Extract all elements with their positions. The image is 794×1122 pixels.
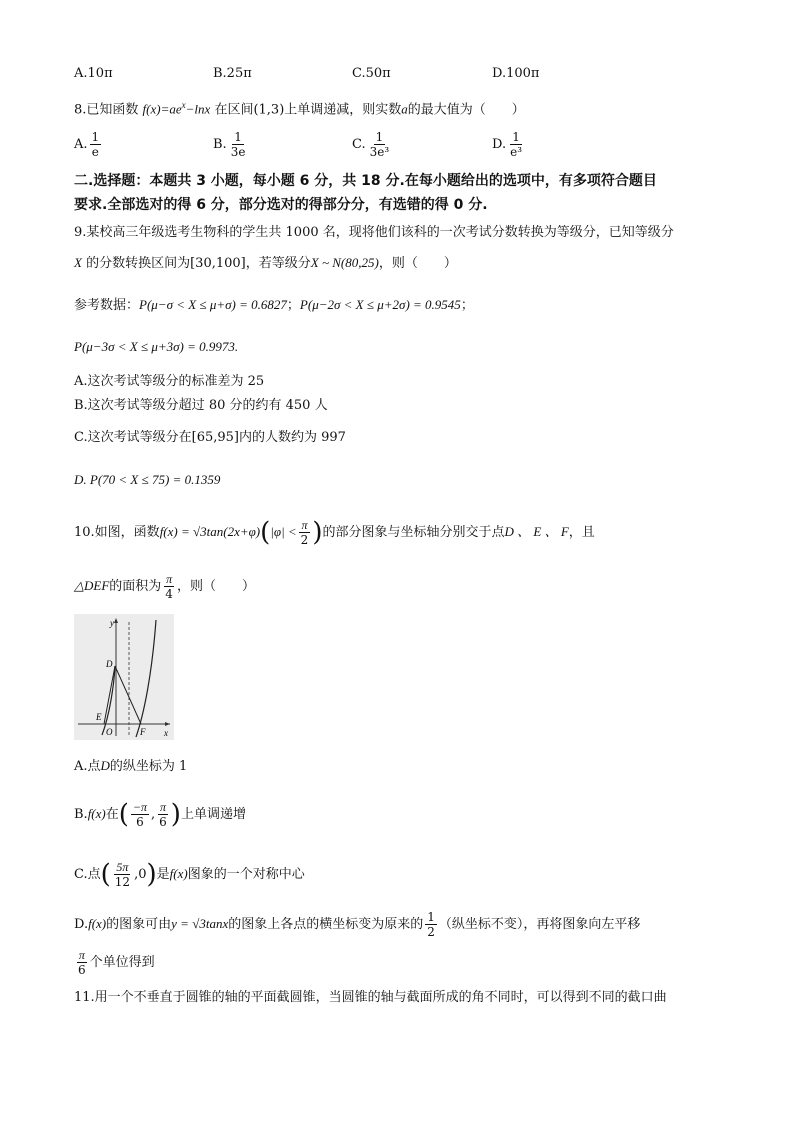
label-d: D: [106, 659, 113, 669]
fraction-denominator: 6: [136, 815, 144, 829]
q8-option-c: [352, 130, 393, 159]
segment-df: [115, 666, 141, 724]
q9-text2: ，若等级分: [245, 256, 311, 271]
q8-variable: a: [401, 101, 408, 117]
q9-option-d: D. P(70 < X ≤ 75) = 0.1359: [74, 472, 221, 487]
q10-points: D 、 E 、 F: [504, 524, 569, 539]
q11-stem-line1: 11.用一个不垂直于圆锥的轴的平面截圆锥，当圆锥的轴与截面所成的角不同时，可以得到不同的截口曲: [74, 990, 667, 1005]
q10-option-b-text2: 上单调递增: [180, 807, 246, 822]
q10-option-d-text2: 的图象上各点的横坐标变为原来的: [228, 917, 424, 932]
fraction-numerator: π: [301, 518, 308, 532]
q8-exponent: x: [181, 100, 186, 110]
q8-option-b: [213, 130, 249, 159]
q9-option-b: B.这次考试等级分超过 80 分的约有 450 人: [74, 398, 328, 413]
y-axis-arrow: [114, 618, 118, 623]
q9-range: [30,100]: [190, 256, 246, 271]
q10-stem-line2: [74, 572, 255, 601]
fraction-denominator: 6: [78, 963, 86, 977]
label-y: y: [110, 618, 114, 628]
fraction-numerator: 1: [91, 130, 100, 144]
q9-stem-line1: 9.某校高三年级选考生物科的学生共 1000 名，现将他们该科的一次考试分数转换为等级分，已知等级分: [74, 225, 674, 240]
fraction-numerator: 1: [427, 910, 435, 924]
fraction-denominator: 4: [165, 587, 173, 601]
label-f: F: [140, 727, 146, 737]
fraction-denominator: 3e³: [369, 145, 390, 159]
q8-option-c-fraction: [368, 130, 392, 159]
q9-end: ，则（ ）: [378, 256, 457, 271]
q8-prefix: 8.已知函数: [74, 102, 139, 118]
q10-pi-over-2: [299, 518, 311, 547]
q10-option-d: [74, 910, 640, 939]
fraction-numerator: π: [166, 572, 173, 586]
q10-end: ，则（ ）: [176, 579, 255, 594]
q8-option-d-fraction: [508, 130, 524, 159]
q9-option-a: A.这次考试等级分的标准差为 25: [74, 374, 265, 389]
q10-option-a-point: D: [100, 758, 110, 773]
q8-function-rest: −lnx: [185, 101, 211, 117]
q10-option-b-function: f(x): [87, 806, 106, 821]
q8-option-b-label: B.: [213, 137, 227, 152]
q8-option-a-fraction: [90, 130, 102, 159]
q10-prefix: 10.如图，函数: [74, 525, 160, 540]
fraction-denominator: 3e: [230, 145, 246, 159]
label-o: O: [106, 727, 113, 737]
q10-option-d-function: f(x): [88, 916, 107, 931]
q9-option-c-range: [65,95]: [191, 430, 239, 445]
fraction-denominator: e: [91, 145, 99, 159]
q10-option-a: [74, 757, 187, 776]
fraction-denominator: 6: [159, 815, 167, 829]
q10-option-a-text: A.点: [74, 759, 101, 774]
q8-stem: [74, 96, 525, 119]
q9-text: 的分数转换区间为: [86, 256, 191, 271]
q9-reference-3: P(μ−3σ < X ≤ μ+3σ) = 0.9973.: [74, 339, 239, 354]
q10-option-d-label: D.: [74, 917, 89, 932]
q8-option-a-label: A.: [74, 137, 88, 152]
q10-function: f(x) = √3tan(2x+φ): [159, 524, 261, 539]
q10-option-b: B.f(x)在( $\frac{-\pi}{6}$ , $\frac{\pi}{6}$ )上单调递增: [74, 799, 246, 830]
q8-end: 的最大值为（ ）: [407, 102, 525, 118]
q10-option-b-text: 在: [105, 807, 119, 822]
q8-option-b-fraction: [229, 130, 248, 159]
q8-interval: (1,3): [253, 102, 285, 118]
q9-reference-line1: 参考数据：P(μ−σ < X ≤ μ+σ) = 0.6827；P(μ−2σ < X ≤ μ+2σ) = 0.9545；: [74, 297, 474, 313]
q10-stem-line1: 10.如图，函数f(x) = √3tan(2x+φ)(|φ| < $\frac{\pi}{2}$ )的部分图象与坐标轴分别交于点D 、 E 、 F，且: [74, 517, 595, 548]
fraction-numerator: 1: [512, 130, 520, 144]
q10-graph: [74, 614, 174, 740]
label-x: x: [164, 728, 168, 738]
fraction-numerator: π: [78, 948, 85, 962]
q10-option-d-half: [425, 910, 437, 939]
q9-option-c-text2: 内的人数约为 997: [239, 430, 346, 445]
q7-option-b: B.25π: [213, 66, 252, 81]
x-axis-arrow: [165, 722, 170, 726]
q10-graph-svg: [74, 614, 174, 740]
q10-condition: |φ| <: [270, 524, 297, 539]
q10-option-c-text: C.点: [74, 867, 101, 882]
q10-option-d-base: y = √3tanx: [171, 916, 229, 931]
q10-option-c-text2: 是: [156, 867, 170, 882]
q10-option-c-function: f(x): [169, 866, 188, 881]
fraction-numerator: 5π: [116, 860, 129, 874]
q10-triangle: △DEF: [74, 578, 110, 593]
q10-option-c-zero: ,0: [134, 867, 147, 882]
q9-reference-2: P(μ−2σ < X ≤ μ+2σ) = 0.9545: [299, 297, 461, 312]
q10-option-d-text3: （纵坐标不变），再将图象向左平移: [438, 917, 641, 932]
fraction-denominator: 12: [114, 875, 131, 889]
q9-option-c: [74, 429, 346, 447]
fraction-denominator: 2: [300, 533, 309, 547]
q9-reference-label: 参考数据：: [74, 298, 140, 313]
fraction-denominator: e³: [510, 145, 523, 159]
q10-pi-over-4: [163, 572, 175, 601]
q10-text: 的部分图象与坐标轴分别交于点: [322, 525, 505, 540]
q8-option-a: [74, 130, 103, 159]
q10-option-d-line2: [74, 948, 155, 977]
q10-option-b-label: B.: [74, 807, 88, 822]
q8-option-d: [492, 130, 526, 159]
q10-option-d-text4: 个单位得到: [89, 955, 155, 970]
q8-option-c-label: C.: [352, 137, 366, 152]
q10-option-d-shift: [76, 948, 88, 977]
fraction-denominator: 2: [427, 925, 435, 939]
label-e: E: [96, 712, 102, 722]
q9-distribution: X ~ N(80,25): [310, 255, 379, 270]
q9-stem-line2: [74, 254, 457, 273]
q10-option-b-frac1: [131, 800, 149, 829]
section-heading-line1: 二.选择题：本题共 3 小题，每小题 6 分，共 18 分.在每小题给出的选项中，有多项符合题目: [74, 173, 657, 189]
fraction-numerator: −π: [132, 800, 148, 814]
fraction-numerator: π: [159, 800, 166, 814]
q10-option-c-text3: 图象的一个对称中心: [187, 867, 305, 882]
q7-option-a: A.10π: [74, 66, 113, 81]
q7-option-d: D.100π: [492, 66, 540, 81]
q8-mid: 在区间: [214, 102, 254, 118]
q10-option-c: C.点( $\frac{5\pi}{12}$ ,0)是f(x)图象的一个对称中心: [74, 859, 305, 890]
fraction-numerator: 1: [234, 130, 242, 144]
q8-option-d-label: D.: [492, 137, 507, 152]
segment-de: [104, 666, 115, 724]
q7-option-c: C.50π: [352, 66, 391, 81]
q10-option-d-text: 的图象可由: [106, 917, 172, 932]
q9-variable-x: X: [74, 255, 82, 270]
q10-option-b-frac2: [157, 800, 169, 829]
q10-text3: 的面积为: [109, 579, 162, 594]
q9-reference-1: P(μ−σ < X ≤ μ+σ) = 0.6827: [139, 297, 287, 312]
q8-suffix: 上单调递减，则实数: [284, 102, 402, 118]
q10-text2: ，且: [568, 525, 595, 540]
section-heading-line2: 要求.全部选对的得 6 分，部分选对的得部分分，有选错的得 0 分.: [74, 197, 488, 213]
q9-option-c-text: C.这次考试等级分在: [74, 430, 192, 445]
q8-function: f(x)=ae: [142, 101, 182, 117]
q10-option-a-text2: 的纵坐标为 1: [109, 759, 188, 774]
fraction-numerator: 1: [375, 130, 384, 144]
q10-option-c-frac: [113, 860, 132, 889]
